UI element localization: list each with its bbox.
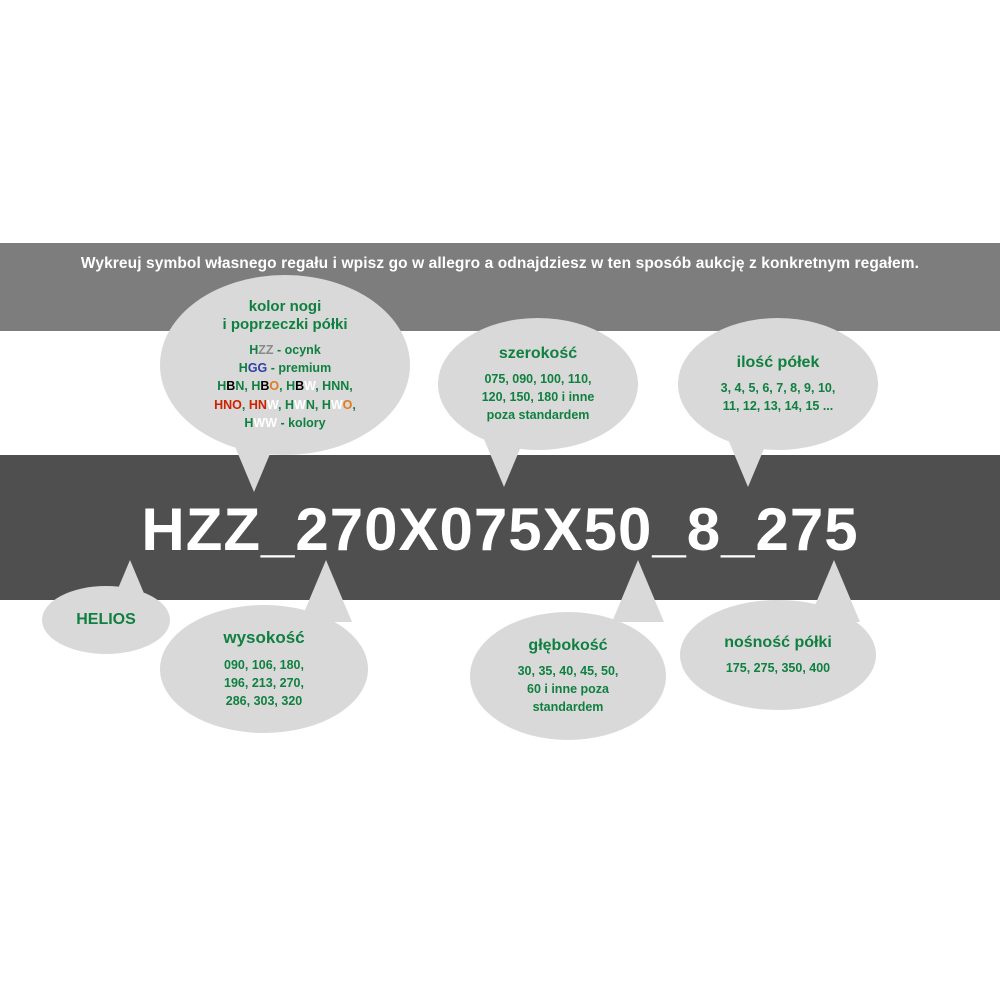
callout-szerokosc-body <box>482 370 595 424</box>
callout-tail-glebokosc <box>612 560 664 622</box>
callout-szerokosc-line-3: poza standardem <box>486 408 590 423</box>
callout-szerokosc-title: szerokość <box>498 344 578 362</box>
callout-ilosc-polek-title: ilość półek <box>736 353 820 371</box>
callout-glebokosc-line-3: standardem <box>532 700 604 715</box>
callout-kolor-line-4: HNO, HNW, HWN, HWO, <box>214 397 356 412</box>
callout-kolor-title-line1: kolor nogi <box>248 298 322 316</box>
callout-wysokosc-line-3: 286, 303, 320 <box>225 693 303 708</box>
callout-glebokosc-line-2: 60 i inne poza <box>527 682 609 697</box>
callout-glebokosc-line-1: 30, 35, 40, 45, 50, <box>517 663 619 678</box>
callout-wysokosc-line-1: 090, 106, 180, <box>224 657 304 672</box>
callout-helios <box>42 586 170 654</box>
product-code: HZZ_270X075X50_8_275 <box>141 496 859 563</box>
callout-glebokosc <box>470 612 666 740</box>
callout-kolor-body <box>214 341 356 432</box>
callout-ilosc-polek-line-2: 11, 12, 13, 14, 15 ... <box>722 399 834 414</box>
callout-szerokosc-line-1: 075, 090, 100, 110, <box>484 371 592 386</box>
callout-nosnosc-polki-body <box>726 659 830 677</box>
callout-wysokosc-title: wysokość <box>223 628 305 648</box>
callout-nosnosc-polki-line-1: 175, 275, 350, 400 <box>725 661 831 676</box>
callout-wysokosc <box>160 605 368 733</box>
callout-szerokosc-line-2: 120, 150, 180 i inne <box>481 390 595 405</box>
callout-ilosc-polek-line-1: 3, 4, 5, 6, 7, 8, 9, 10, <box>720 380 836 395</box>
callout-kolor-title <box>222 298 347 334</box>
callout-szerokosc <box>438 318 638 450</box>
callout-nosnosc-polki-title: nośność półki <box>724 633 832 651</box>
callout-ilosc-polek-body <box>721 379 836 415</box>
callout-kolor-line-3: HBN, HBO, HBW, HNN, <box>217 379 353 394</box>
callout-wysokosc-line-2: 196, 213, 270, <box>224 675 304 690</box>
callout-glebokosc-title: głębokość <box>528 636 608 654</box>
callout-nosnosc-polki <box>680 600 876 710</box>
callout-kolor-line-1: HZZ - ocynk <box>249 343 321 358</box>
callout-helios-title: HELIOS <box>76 611 136 629</box>
callout-kolor-title-line2: i poprzeczki półki <box>222 316 348 334</box>
callout-kolor-line-5: HWW - kolory <box>244 415 326 430</box>
callout-kolor-line-2: HGG - premium <box>238 361 332 376</box>
callout-wysokosc-body <box>224 656 304 710</box>
callout-kolor-nogi <box>160 275 410 455</box>
callout-ilosc-polek <box>678 318 878 450</box>
callout-glebokosc-body <box>518 662 619 716</box>
header-instruction: Wykreuj symbol własnego regału i wpisz go w allegro a odnajdziesz w ten sposób aukcję z konkretnym regałem. <box>80 255 920 272</box>
